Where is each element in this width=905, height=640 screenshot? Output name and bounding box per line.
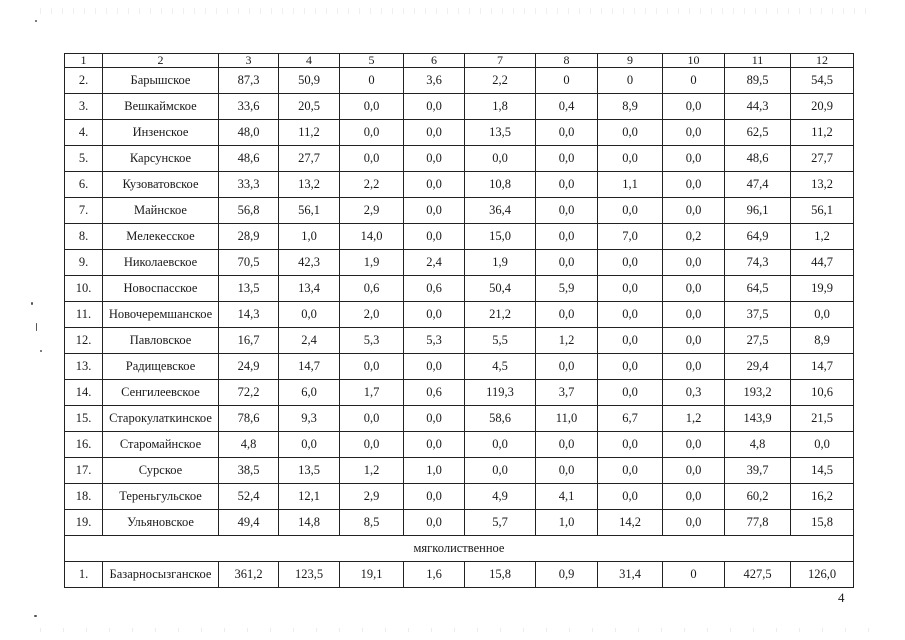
value-cell: 0,0 [598, 146, 663, 172]
value-cell: 16,2 [791, 484, 854, 510]
value-cell: 48,6 [219, 146, 279, 172]
value-cell: 1,9 [465, 250, 536, 276]
value-cell: 0,0 [536, 458, 598, 484]
value-cell: 0,0 [598, 432, 663, 458]
district-name-cell: Барышское [103, 68, 219, 94]
value-cell: 119,3 [465, 380, 536, 406]
value-cell: 16,7 [219, 328, 279, 354]
value-cell: 0,0 [536, 172, 598, 198]
value-cell: 1,0 [279, 224, 340, 250]
value-cell: 4,8 [219, 432, 279, 458]
value-cell: 19,9 [791, 276, 854, 302]
value-cell: 0,0 [340, 94, 404, 120]
table-row [65, 250, 854, 276]
value-cell: 8,9 [598, 94, 663, 120]
value-cell: 0,0 [340, 146, 404, 172]
value-cell: 0,0 [404, 354, 465, 380]
value-cell: 27,7 [279, 146, 340, 172]
value-cell: 15,0 [465, 224, 536, 250]
row-number-cell: 8. [65, 224, 103, 250]
value-cell: 6 [404, 54, 465, 68]
district-name-cell: Старомайнское [103, 432, 219, 458]
table-row [65, 224, 854, 250]
value-cell: 13,5 [465, 120, 536, 146]
district-name-cell: Новочеремшанское [103, 302, 219, 328]
value-cell: 0,0 [404, 302, 465, 328]
table-row [65, 510, 854, 536]
header-row [65, 54, 854, 68]
value-cell: 0,0 [598, 328, 663, 354]
table-row [65, 146, 854, 172]
value-cell: 0,0 [279, 302, 340, 328]
value-cell: 0,0 [598, 198, 663, 224]
value-cell: 5,5 [465, 328, 536, 354]
value-cell: 0,0 [598, 458, 663, 484]
value-cell: 5 [340, 54, 404, 68]
table-row [65, 432, 854, 458]
value-cell: 0,0 [404, 510, 465, 536]
value-cell: 1,2 [536, 328, 598, 354]
value-cell: 8,5 [340, 510, 404, 536]
value-cell: 0,0 [340, 406, 404, 432]
value-cell: 0,0 [598, 120, 663, 146]
value-cell: 3,6 [404, 68, 465, 94]
value-cell: 38,5 [219, 458, 279, 484]
value-cell: 13,2 [791, 172, 854, 198]
row-number-cell: 6. [65, 172, 103, 198]
value-cell: 62,5 [725, 120, 791, 146]
value-cell: 0 [663, 562, 725, 588]
table-row [65, 380, 854, 406]
row-number-cell: 16. [65, 432, 103, 458]
value-cell: 2,2 [340, 172, 404, 198]
value-cell: 1,7 [340, 380, 404, 406]
district-name-cell: Инзенское [103, 120, 219, 146]
value-cell: 0,0 [404, 484, 465, 510]
value-cell: 143,9 [725, 406, 791, 432]
table-row [65, 302, 854, 328]
value-cell: 11,2 [791, 120, 854, 146]
value-cell: 13,5 [219, 276, 279, 302]
value-cell: 0,0 [663, 432, 725, 458]
row-number-cell: 17. [65, 458, 103, 484]
value-cell: 0,0 [598, 302, 663, 328]
district-name-cell: Новоспасское [103, 276, 219, 302]
value-cell: 21,2 [465, 302, 536, 328]
table-row [65, 354, 854, 380]
data-table [64, 53, 854, 588]
value-cell: 361,2 [219, 562, 279, 588]
row-number-cell: 7. [65, 198, 103, 224]
value-cell: 9 [598, 54, 663, 68]
value-cell: 27,5 [725, 328, 791, 354]
page-number: 4 [838, 590, 845, 605]
value-cell: 4,9 [465, 484, 536, 510]
value-cell: 0,0 [663, 484, 725, 510]
scan-speck [31, 302, 33, 305]
value-cell: 0,0 [465, 146, 536, 172]
value-cell: 0,0 [663, 120, 725, 146]
value-cell: 0,6 [404, 276, 465, 302]
scan-speck [35, 20, 37, 22]
section-title: мягколиственное [65, 536, 854, 562]
table-row [65, 94, 854, 120]
value-cell: 0,0 [536, 224, 598, 250]
row-number-cell: 1 [65, 54, 103, 68]
district-name-cell: Тереньгульское [103, 484, 219, 510]
value-cell: 1,9 [340, 250, 404, 276]
value-cell: 2,9 [340, 198, 404, 224]
value-cell: 10,6 [791, 380, 854, 406]
table-body [65, 54, 854, 588]
value-cell: 14,3 [219, 302, 279, 328]
value-cell: 56,1 [791, 198, 854, 224]
value-cell: 6,7 [598, 406, 663, 432]
value-cell: 64,9 [725, 224, 791, 250]
value-cell: 1,1 [598, 172, 663, 198]
value-cell: 0,0 [536, 354, 598, 380]
value-cell: 5,9 [536, 276, 598, 302]
district-name-cell: Старокулаткинское [103, 406, 219, 432]
value-cell: 0,0 [663, 146, 725, 172]
value-cell: 54,5 [791, 68, 854, 94]
value-cell: 14,8 [279, 510, 340, 536]
value-cell: 87,3 [219, 68, 279, 94]
value-cell: 0,9 [536, 562, 598, 588]
value-cell: 20,9 [791, 94, 854, 120]
section-header-row [65, 536, 854, 562]
value-cell: 11,0 [536, 406, 598, 432]
value-cell: 47,4 [725, 172, 791, 198]
value-cell: 0,0 [536, 146, 598, 172]
value-cell: 1,2 [791, 224, 854, 250]
value-cell: 0,0 [598, 484, 663, 510]
district-name-cell: 2 [103, 54, 219, 68]
value-cell: 12 [791, 54, 854, 68]
value-cell: 33,6 [219, 94, 279, 120]
value-cell: 0 [663, 68, 725, 94]
value-cell: 0,0 [465, 432, 536, 458]
value-cell: 0,0 [340, 120, 404, 146]
value-cell: 48,0 [219, 120, 279, 146]
value-cell: 10,8 [465, 172, 536, 198]
value-cell: 0,0 [663, 510, 725, 536]
value-cell: 0,0 [663, 302, 725, 328]
value-cell: 27,7 [791, 146, 854, 172]
value-cell: 0,0 [598, 250, 663, 276]
table-row [65, 276, 854, 302]
value-cell: 14,7 [279, 354, 340, 380]
value-cell: 0 [536, 68, 598, 94]
value-cell: 0,0 [663, 276, 725, 302]
value-cell: 1,2 [340, 458, 404, 484]
table-row [65, 406, 854, 432]
value-cell: 44,7 [791, 250, 854, 276]
value-cell: 6,0 [279, 380, 340, 406]
value-cell: 14,7 [791, 354, 854, 380]
value-cell: 0,0 [791, 302, 854, 328]
value-cell: 427,5 [725, 562, 791, 588]
value-cell: 0,4 [536, 94, 598, 120]
value-cell: 70,5 [219, 250, 279, 276]
value-cell: 1,6 [404, 562, 465, 588]
district-name-cell: Вешкаймское [103, 94, 219, 120]
value-cell: 64,5 [725, 276, 791, 302]
value-cell: 2,4 [279, 328, 340, 354]
value-cell: 0,0 [536, 198, 598, 224]
value-cell: 0,2 [663, 224, 725, 250]
value-cell: 0,0 [404, 198, 465, 224]
district-name-cell: Мелекесское [103, 224, 219, 250]
value-cell: 0 [340, 68, 404, 94]
value-cell: 8,9 [791, 328, 854, 354]
value-cell: 78,6 [219, 406, 279, 432]
value-cell: 0 [598, 68, 663, 94]
value-cell: 0,0 [663, 250, 725, 276]
value-cell: 21,5 [791, 406, 854, 432]
value-cell: 7 [465, 54, 536, 68]
district-name-cell: Радищевское [103, 354, 219, 380]
value-cell: 89,5 [725, 68, 791, 94]
value-cell: 0,0 [536, 302, 598, 328]
value-cell: 193,2 [725, 380, 791, 406]
district-name-cell: Майнское [103, 198, 219, 224]
value-cell: 5,3 [404, 328, 465, 354]
value-cell: 0,0 [404, 120, 465, 146]
value-cell: 56,8 [219, 198, 279, 224]
value-cell: 0,0 [340, 354, 404, 380]
district-name-cell: Карсунское [103, 146, 219, 172]
row-number-cell: 5. [65, 146, 103, 172]
value-cell: 4,1 [536, 484, 598, 510]
value-cell: 33,3 [219, 172, 279, 198]
value-cell: 20,5 [279, 94, 340, 120]
value-cell: 48,6 [725, 146, 791, 172]
value-cell: 0,6 [404, 380, 465, 406]
value-cell: 19,1 [340, 562, 404, 588]
value-cell: 0,0 [663, 198, 725, 224]
row-number-cell: 19. [65, 510, 103, 536]
table-row [65, 172, 854, 198]
district-name-cell: Базарносызганское [103, 562, 219, 588]
district-name-cell: Кузоватовское [103, 172, 219, 198]
value-cell: 77,8 [725, 510, 791, 536]
value-cell: 11,2 [279, 120, 340, 146]
row-number-cell: 12. [65, 328, 103, 354]
value-cell: 0,0 [663, 94, 725, 120]
value-cell: 0,0 [663, 458, 725, 484]
value-cell: 0,0 [536, 250, 598, 276]
value-cell: 96,1 [725, 198, 791, 224]
value-cell: 8 [536, 54, 598, 68]
value-cell: 14,2 [598, 510, 663, 536]
value-cell: 13,4 [279, 276, 340, 302]
value-cell: 14,5 [791, 458, 854, 484]
value-cell: 36,4 [465, 198, 536, 224]
value-cell: 0,0 [404, 224, 465, 250]
value-cell: 15,8 [791, 510, 854, 536]
value-cell: 13,2 [279, 172, 340, 198]
table-row [65, 484, 854, 510]
table-row [65, 458, 854, 484]
value-cell: 31,4 [598, 562, 663, 588]
value-cell: 0,0 [791, 432, 854, 458]
value-cell: 0,0 [663, 354, 725, 380]
value-cell: 0,0 [279, 432, 340, 458]
value-cell: 58,6 [465, 406, 536, 432]
value-cell: 4,8 [725, 432, 791, 458]
value-cell: 24,9 [219, 354, 279, 380]
value-cell: 4,5 [465, 354, 536, 380]
value-cell: 3 [219, 54, 279, 68]
row-number-cell: 4. [65, 120, 103, 146]
table-row [65, 120, 854, 146]
value-cell: 0,3 [663, 380, 725, 406]
value-cell: 0,0 [598, 380, 663, 406]
value-cell: 0,0 [536, 120, 598, 146]
value-cell: 0,0 [465, 458, 536, 484]
value-cell: 42,3 [279, 250, 340, 276]
row-number-cell: 18. [65, 484, 103, 510]
value-cell: 50,9 [279, 68, 340, 94]
value-cell: 10 [663, 54, 725, 68]
value-cell: 0,0 [598, 276, 663, 302]
scan-speck [40, 350, 42, 352]
row-number-cell: 3. [65, 94, 103, 120]
value-cell: 74,3 [725, 250, 791, 276]
value-cell: 14,0 [340, 224, 404, 250]
district-name-cell: Николаевское [103, 250, 219, 276]
row-number-cell: 15. [65, 406, 103, 432]
scan-artifact-top [40, 8, 875, 14]
value-cell: 56,1 [279, 198, 340, 224]
value-cell: 0,0 [404, 94, 465, 120]
district-name-cell: Сенгилеевское [103, 380, 219, 406]
value-cell: 0,0 [598, 354, 663, 380]
table-row [65, 198, 854, 224]
value-cell: 2,9 [340, 484, 404, 510]
scan-artifact-bottom [40, 628, 875, 632]
table-row [65, 68, 854, 94]
district-name-cell: Павловское [103, 328, 219, 354]
value-cell: 126,0 [791, 562, 854, 588]
value-cell: 1,2 [663, 406, 725, 432]
value-cell: 1,8 [465, 94, 536, 120]
value-cell: 13,5 [279, 458, 340, 484]
row-number-cell: 9. [65, 250, 103, 276]
value-cell: 50,4 [465, 276, 536, 302]
table-row [65, 328, 854, 354]
value-cell: 39,7 [725, 458, 791, 484]
scan-speck [36, 323, 37, 331]
value-cell: 9,3 [279, 406, 340, 432]
value-cell: 2,2 [465, 68, 536, 94]
value-cell: 15,8 [465, 562, 536, 588]
value-cell: 29,4 [725, 354, 791, 380]
value-cell: 123,5 [279, 562, 340, 588]
district-name-cell: Ульяновское [103, 510, 219, 536]
value-cell: 0,0 [404, 406, 465, 432]
value-cell: 7,0 [598, 224, 663, 250]
value-cell: 37,5 [725, 302, 791, 328]
value-cell: 5,7 [465, 510, 536, 536]
value-cell: 60,2 [725, 484, 791, 510]
value-cell: 44,3 [725, 94, 791, 120]
value-cell: 2,4 [404, 250, 465, 276]
value-cell: 49,4 [219, 510, 279, 536]
value-cell: 11 [725, 54, 791, 68]
value-cell: 4 [279, 54, 340, 68]
value-cell: 1,0 [404, 458, 465, 484]
value-cell: 2,0 [340, 302, 404, 328]
value-cell: 0,0 [404, 146, 465, 172]
value-cell: 0,0 [663, 172, 725, 198]
value-cell: 0,6 [340, 276, 404, 302]
row-number-cell: 11. [65, 302, 103, 328]
value-cell: 12,1 [279, 484, 340, 510]
value-cell: 0,0 [404, 172, 465, 198]
row-number-cell: 14. [65, 380, 103, 406]
value-cell: 3,7 [536, 380, 598, 406]
table-row [65, 562, 854, 588]
value-cell: 1,0 [536, 510, 598, 536]
value-cell: 0,0 [536, 432, 598, 458]
row-number-cell: 1. [65, 562, 103, 588]
scan-speck [34, 615, 37, 617]
value-cell: 72,2 [219, 380, 279, 406]
row-number-cell: 13. [65, 354, 103, 380]
value-cell: 5,3 [340, 328, 404, 354]
value-cell: 28,9 [219, 224, 279, 250]
value-cell: 0,0 [404, 432, 465, 458]
district-name-cell: Сурское [103, 458, 219, 484]
row-number-cell: 10. [65, 276, 103, 302]
row-number-cell: 2. [65, 68, 103, 94]
value-cell: 0,0 [340, 432, 404, 458]
value-cell: 0,0 [663, 328, 725, 354]
value-cell: 52,4 [219, 484, 279, 510]
